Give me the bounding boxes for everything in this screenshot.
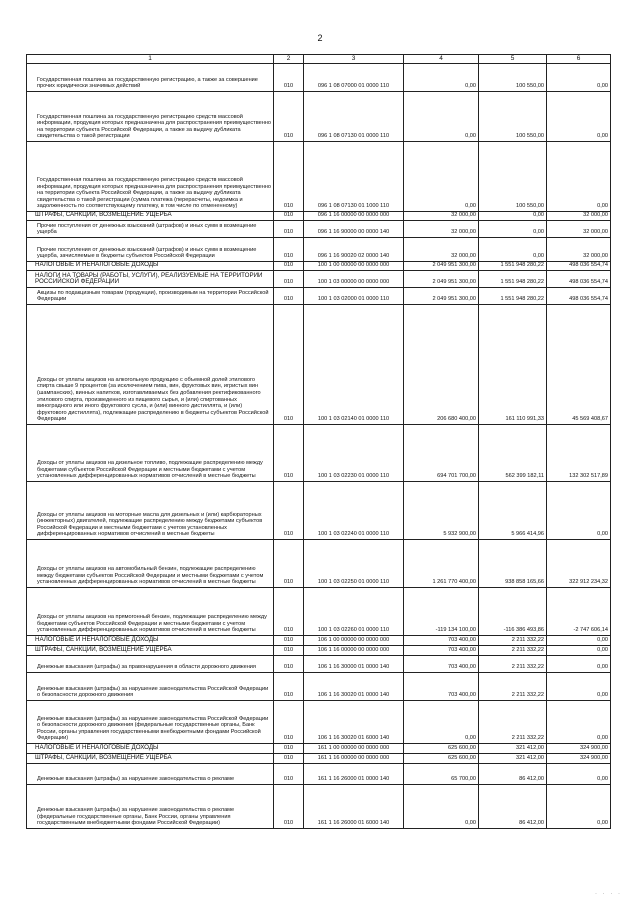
row-name: Денежные взыскания (штрафы) за нарушение законодательства о рекламе (федеральные государственные органы, Банк России, органы управления государственными внебюджетными фондами Российской Федерации) [27,785,274,829]
scan-artifact: · · · · [595,891,622,897]
row-code: 010 [274,673,304,701]
row-code: 010 [274,305,304,425]
row-executed-amount: 86 412,00 [479,764,547,785]
table-row [27,262,611,271]
row-code: 010 [274,588,304,636]
column-numbers-row [27,55,611,64]
row-code: 010 [274,262,304,271]
row-name: Прочие поступления от денежных взысканий (штрафов) и иных сумм в возмещение ущерба [27,221,274,238]
row-kbk-code: 106 1 16 30020 01 6000 140 [304,701,404,744]
row-executed-amount: 161 110 991,33 [479,305,547,425]
table-row [27,425,611,482]
row-executed-amount: 86 412,00 [479,785,547,829]
row-plan-amount: 694 701 700,00 [404,425,479,482]
row-kbk-code: 096 1 08 07130 01 0000 110 [304,92,404,142]
row-name: ШТРАФЫ, САНКЦИИ, ВОЗМЕЩЕНИЕ УЩЕРБА [27,754,274,764]
row-unexecuted-amount: 32 000,00 [547,221,611,238]
row-name: ШТРАФЫ, САНКЦИИ, ВОЗМЕЩЕНИЕ УЩЕРБА [27,212,274,221]
row-code: 010 [274,701,304,744]
row-executed-amount: 100 550,00 [479,64,547,92]
row-plan-amount: 0,00 [404,64,479,92]
row-name: НАЛОГОВЫЕ И НЕНАЛОГОВЫЕ ДОХОДЫ [27,636,274,646]
table-row [27,656,611,673]
table-row [27,92,611,142]
row-plan-amount: 0,00 [404,92,479,142]
row-unexecuted-amount: 32 000,00 [547,212,611,221]
row-unexecuted-amount: 0,00 [547,785,611,829]
row-kbk-code: 106 1 16 30000 01 0000 140 [304,656,404,673]
row-kbk-code: 161 1 16 26000 01 0000 140 [304,764,404,785]
row-unexecuted-amount: -2 747 606,14 [547,588,611,636]
row-kbk-code: 106 1 16 30020 01 0000 140 [304,673,404,701]
row-unexecuted-amount: 0,00 [547,646,611,656]
table-row [27,754,611,764]
row-name: Доходы от уплаты акцизов на алкогольную продукцию с объемной долей этилового спирта свыше 9 процентов (за исключением пива, вин, фруктовых вин, игристых вин (шампанских), винных напитков, изготавливаемых без добавления ректификованного этилового спирта, произведенного из пищевого сырья, и (или) спиртованных виноградного или иного фруктового сусла, и (или) винного дистиллята, и (или) фруктового дистиллята), подлежащие распределению в бюджеты субъектов Российской Федерации [27,305,274,425]
table-row [27,744,611,754]
row-code: 010 [274,764,304,785]
table-row [27,64,611,92]
row-unexecuted-amount: 0,00 [547,764,611,785]
row-plan-amount: 32 000,00 [404,221,479,238]
row-unexecuted-amount: 0,00 [547,142,611,212]
row-kbk-code: 100 1 03 02240 01 0000 110 [304,482,404,540]
row-plan-amount: 5 932 900,00 [404,482,479,540]
row-unexecuted-amount: 0,00 [547,673,611,701]
row-code: 010 [274,636,304,646]
row-kbk-code: 161 1 16 26000 01 6000 140 [304,785,404,829]
table-row [27,305,611,425]
row-name: Доходы от уплаты акцизов на автомобильный бензин, подлежащие распределению между бюджетами субъектов Российской Федерации и местными бюджетами с учетом установленных дифференцированных нормативов отчислений в местные бюджеты [27,540,274,588]
column-header: 6 [547,55,611,64]
table-row [27,701,611,744]
table-row [27,636,611,646]
row-code: 010 [274,271,304,288]
row-name: НАЛОГИ НА ТОВАРЫ (РАБОТЫ, УСЛУГИ), РЕАЛИЗУЕМЫЕ НА ТЕРРИТОРИИ РОССИЙСКОЙ ФЕДЕРАЦИИ [27,271,274,288]
row-plan-amount: 703 400,00 [404,673,479,701]
income-table [26,54,611,829]
row-plan-amount: 0,00 [404,701,479,744]
row-executed-amount: 2 211 332,22 [479,673,547,701]
column-header: 1 [27,55,274,64]
row-code: 010 [274,288,304,305]
row-code: 010 [274,482,304,540]
row-unexecuted-amount: 498 036 554,74 [547,288,611,305]
row-unexecuted-amount: 498 036 554,74 [547,262,611,271]
row-executed-amount: 0,00 [479,238,547,262]
row-executed-amount: 1 551 948 280,22 [479,271,547,288]
row-code: 010 [274,754,304,764]
row-unexecuted-amount: 324 900,00 [547,744,611,754]
row-kbk-code: 100 1 00 00000 00 0000 000 [304,262,404,271]
row-unexecuted-amount: 0,00 [547,701,611,744]
table-row [27,221,611,238]
row-plan-amount: 2 049 951 300,00 [404,271,479,288]
row-kbk-code: 096 1 16 90000 00 0000 140 [304,221,404,238]
row-executed-amount: 100 550,00 [479,142,547,212]
row-unexecuted-amount: 0,00 [547,92,611,142]
row-code: 010 [274,744,304,754]
row-kbk-code: 106 1 00 00000 00 0000 000 [304,636,404,646]
row-unexecuted-amount: 132 302 517,89 [547,425,611,482]
table-row [27,540,611,588]
table-row [27,212,611,221]
row-name: НАЛОГОВЫЕ И НЕНАЛОГОВЫЕ ДОХОДЫ [27,262,274,271]
row-plan-amount: 206 680 400,00 [404,305,479,425]
row-plan-amount: 703 400,00 [404,636,479,646]
column-header: 2 [274,55,304,64]
row-name: Государственная пошлина за государственную регистрацию, а также за совершение прочих юридически значимых действий [27,64,274,92]
table-row [27,288,611,305]
row-kbk-code: 106 1 16 00000 00 0000 000 [304,646,404,656]
row-kbk-code: 100 1 03 02260 01 0000 110 [304,588,404,636]
row-code: 010 [274,238,304,262]
row-plan-amount: 0,00 [404,142,479,212]
row-unexecuted-amount: 45 569 408,67 [547,305,611,425]
row-kbk-code: 096 1 16 00000 00 0000 000 [304,212,404,221]
row-name: Государственная пошлина за государственную регистрацию средств массовой информации, продукция которых предназначена для распространения преимущественно на территории субъекта Российской Федерации, а также за выдачу дубликата свидетельства о такой регистрации [27,92,274,142]
column-header: 4 [404,55,479,64]
row-kbk-code: 100 1 03 02250 01 0000 110 [304,540,404,588]
row-plan-amount: 65 700,00 [404,764,479,785]
table-row [27,482,611,540]
row-name: Доходы от уплаты акцизов на моторные масла для дизельных и (или) карбюраторных (инжекторных) двигателей, подлежащие распределению между бюджетами субъектов Российской Федерации и местными бюджетами с учетом установленных дифференцированных нормативов отчислений в местные бюджеты [27,482,274,540]
table-row [27,238,611,262]
row-kbk-code: 100 1 03 02230 01 0000 110 [304,425,404,482]
row-plan-amount: 703 400,00 [404,646,479,656]
row-code: 010 [274,64,304,92]
row-executed-amount: 2 211 332,22 [479,656,547,673]
row-code: 010 [274,540,304,588]
column-header: 3 [304,55,404,64]
row-name: Государственная пошлина за государственную регистрацию средств массовой информации, продукция которых предназначена для распространения преимущественно на территории субъекта Российской Федерации, а также за выдачу дубликата свидетельства о такой регистрации (сумма платежа (перерасчеты, недоимка и задолженность по соответствующему платежу, в том числе по отмененному) [27,142,274,212]
row-plan-amount: 0,00 [404,785,479,829]
table-row [27,588,611,636]
table-row [27,142,611,212]
row-executed-amount: 321 412,00 [479,754,547,764]
row-name: Денежные взыскания (штрафы) за нарушение законодательства Российской Федерации о безопасности дорожного движения (федеральные государственные органы, Банк России, органы управления государственными внебюджетными фондами Российской Федерации) [27,701,274,744]
row-kbk-code: 100 1 03 00000 00 0000 000 [304,271,404,288]
row-plan-amount: 625 600,00 [404,744,479,754]
table-row [27,785,611,829]
row-kbk-code: 161 1 00 00000 00 0000 000 [304,744,404,754]
row-unexecuted-amount: 322 912 234,32 [547,540,611,588]
row-kbk-code: 161 1 16 00000 00 0000 000 [304,754,404,764]
row-plan-amount: 625 600,00 [404,754,479,764]
row-name: НАЛОГОВЫЕ И НЕНАЛОГОВЫЕ ДОХОДЫ [27,744,274,754]
table-row [27,764,611,785]
row-kbk-code: 096 1 08 07000 01 0000 110 [304,64,404,92]
row-name: Денежные взыскания (штрафы) за правонарушения в области дорожного движения [27,656,274,673]
row-name: Денежные взыскания (штрафы) за нарушение законодательства Российской Федерации о безопасности дорожного движения [27,673,274,701]
row-code: 010 [274,221,304,238]
row-unexecuted-amount: 0,00 [547,482,611,540]
row-executed-amount: 0,00 [479,221,547,238]
table-row [27,673,611,701]
row-plan-amount: -119 134 100,00 [404,588,479,636]
row-plan-amount: 1 261 770 400,00 [404,540,479,588]
row-name: ШТРАФЫ, САНКЦИИ, ВОЗМЕЩЕНИЕ УЩЕРБА [27,646,274,656]
row-name: Акцизы по подакцизным товарам (продукции), производимым на территории Российской Федерации [27,288,274,305]
row-code: 010 [274,656,304,673]
row-executed-amount: 1 551 948 280,22 [479,262,547,271]
row-unexecuted-amount: 0,00 [547,64,611,92]
row-code: 010 [274,785,304,829]
row-name: Доходы от уплаты акцизов на прямогонный бензин, подлежащие распределению между бюджетами субъектов Российской Федерации и местными бюджетами с учетом установленных дифференцированных нормативов отчислений в местные бюджеты [27,588,274,636]
row-unexecuted-amount: 324 900,00 [547,754,611,764]
row-executed-amount: 1 551 948 280,22 [479,288,547,305]
row-executed-amount: 5 966 414,96 [479,482,547,540]
row-code: 010 [274,212,304,221]
row-code: 010 [274,646,304,656]
row-unexecuted-amount: 498 036 554,74 [547,271,611,288]
row-kbk-code: 096 1 08 07130 01 1000 110 [304,142,404,212]
row-kbk-code: 096 1 16 90020 02 0000 140 [304,238,404,262]
row-code: 010 [274,142,304,212]
row-unexecuted-amount: 0,00 [547,656,611,673]
row-executed-amount: -116 386 493,86 [479,588,547,636]
row-executed-amount: 0,00 [479,212,547,221]
row-executed-amount: 938 858 165,66 [479,540,547,588]
row-executed-amount: 2 211 332,22 [479,636,547,646]
row-executed-amount: 562 399 182,11 [479,425,547,482]
row-name: Прочие поступления от денежных взысканий (штрафов) и иных сумм в возмещение ущерба, зачисляемые в бюджеты субъектов Российской Федерации [27,238,274,262]
row-executed-amount: 2 211 332,22 [479,646,547,656]
row-executed-amount: 321 412,00 [479,744,547,754]
row-unexecuted-amount: 0,00 [547,636,611,646]
row-kbk-code: 100 1 03 02140 01 0000 110 [304,305,404,425]
row-plan-amount: 2 049 951 300,00 [404,288,479,305]
row-plan-amount: 32 000,00 [404,238,479,262]
row-code: 010 [274,425,304,482]
row-name: Денежные взыскания (штрафы) за нарушение законодательства о рекламе [27,764,274,785]
row-plan-amount: 32 000,00 [404,212,479,221]
row-executed-amount: 100 550,00 [479,92,547,142]
row-kbk-code: 100 1 03 02000 01 0000 110 [304,288,404,305]
table-row [27,271,611,288]
row-executed-amount: 2 211 332,22 [479,701,547,744]
row-name: Доходы от уплаты акцизов на дизельное топливо, подлежащие распределению между бюджетами субъектов Российской Федерации и местными бюджетами с учетом установленных дифференцированных нормативов отчислений в местные бюджеты [27,425,274,482]
row-code: 010 [274,92,304,142]
row-plan-amount: 703 400,00 [404,656,479,673]
column-header: 5 [479,55,547,64]
page-number: 2 [317,33,323,43]
table-row [27,646,611,656]
row-unexecuted-amount: 32 000,00 [547,238,611,262]
row-plan-amount: 2 049 951 300,00 [404,262,479,271]
